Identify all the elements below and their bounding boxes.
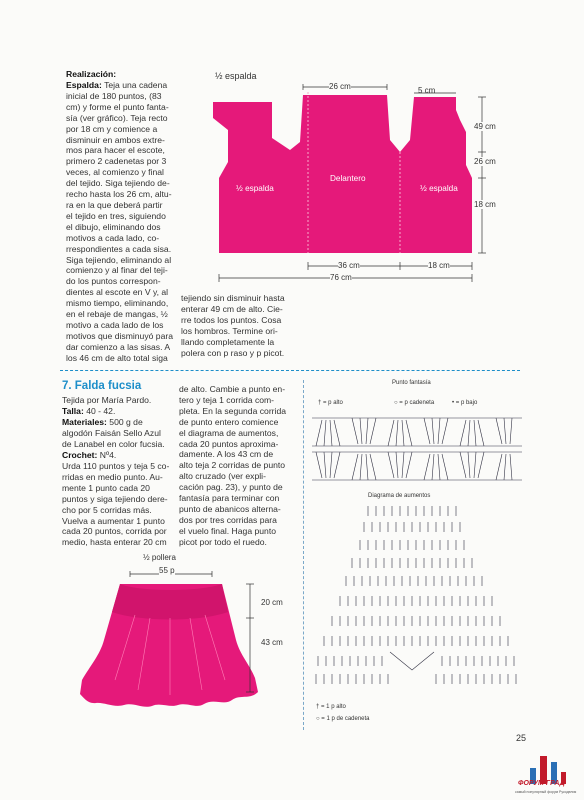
dim-top-right: 5 cm — [418, 86, 436, 95]
label-half-back-left: ½ espalda — [236, 184, 274, 193]
page-number: 25 — [516, 733, 527, 743]
dim-bottom-18: 18 cm — [428, 261, 450, 270]
espalda-lead: Espalda: — [66, 80, 102, 90]
dim-bottom-36: 36 cm — [338, 261, 360, 270]
chain-icon: ○ — [316, 716, 320, 722]
dim-top-center: 26 cm — [329, 82, 351, 91]
watermark-text: ФОРУМ ГРАД — [518, 780, 565, 787]
talla-label: Talla: — [62, 406, 84, 416]
chart1-title: Punto fantasía — [392, 380, 431, 386]
chart1-legend-pcadeneta: ○ = p cadeneta — [394, 400, 435, 406]
crochet-value: Nº4. — [97, 450, 117, 460]
label-half-back-right: ½ espalda — [420, 184, 458, 193]
dim-right-26: 26 cm — [474, 157, 496, 166]
materiales-value: 500 g de algodón Faisán Sello Azul de Lanabel en color fucsia. — [62, 417, 165, 449]
chart2-title: Diagrama de aumentos — [368, 493, 431, 499]
dim-right-18: 18 cm — [474, 200, 496, 209]
chart1-legend-pbajo: • = p bajo — [452, 400, 478, 406]
forum-logo-icon — [522, 748, 580, 796]
chain-icon: ○ — [394, 400, 398, 406]
materiales-label: Materiales: — [62, 417, 107, 427]
skirt-dim-20: 20 cm — [261, 598, 283, 607]
watermark-subtext: самый популярный форум Рукоделия — [515, 790, 577, 794]
diagram1-title: ½ espalda — [215, 71, 257, 81]
realizacion-title: Realización: — [66, 69, 117, 79]
stitch-tall-icon: † — [316, 704, 320, 710]
falda-instructions-cont: de alto. Cambie a punto en- tero y teja 1 corrida com- pleta. En la segunda corrida de punto entero comience el diagrama de aumentos, cada 20 puntos aproxima- damente. A los 43 cm de alto teja 2 corridas de punto alto cruzado (ver expli- cación pag. 23), y punto de fantasía para terminar con punto de abanicos alterna- dos por tres corridas para el vuelo final. Haga punto picot por todo el ruedo. — [179, 384, 287, 547]
espalda-instructions-cont: tejiendo sin disminuir hasta enterar 49 cm de alto. Cie- rre todos los puntos. Cosa los hombros. Termine ori- llando completamente la polera con p raso y p picot. — [181, 293, 285, 358]
author-credit: Tejida por María Pardo. — [62, 395, 152, 405]
chart2-legend-palto: † = 1 p alto — [316, 704, 346, 710]
talla-value: 40 - 42. — [83, 406, 116, 416]
crochet-label: Crochet: — [62, 450, 98, 460]
skirt-dim-top: 55 p — [159, 566, 175, 575]
stitch-tall-icon: † — [318, 400, 322, 406]
chart1-legend-palto: † = p alto — [318, 400, 343, 406]
chart2-increase-diagram — [312, 502, 524, 698]
label-delantero: Delantero — [330, 174, 366, 183]
espalda-body: Teja una cadena inicial de 180 puntos, (83 cm) y forme el punto fanta- sía (ver gráfico). Teja recto por 18 cm y comience a disminuir en ambos extre- mos para hacer el escote, primero 2 cadenetas por 3 veces, al comienzo y final del tejido. Siga tejiendo de- recho hasta los 26 cm, altu- ra en la que deberá partir el tejido en tres, siguiendo el dibujo, eliminando dos motivos a cada lado, co- rrespondientes a cada sisa. Siga tejiendo, eliminando al comienzo y al finar del teji- do los puntos correspon- dientes al escote en V y, al mismo tiempo, eliminando, en el rebaje de mangas, ½ motivo a cada lado de los motivos que disminuyó para dar comienzo a las sisas. A los 46 cm de alto total siga — [66, 80, 173, 363]
chart1-stitch-pattern — [312, 412, 524, 488]
single-stitch-icon: • — [452, 400, 455, 406]
chart2-legend-pcadeneta: ○ = 1 p de cadeneta — [316, 716, 370, 722]
diagram2-title: ½ pollera — [143, 553, 176, 562]
dim-right-49: 49 cm — [474, 122, 496, 131]
section2-heading: 7. Falda fucsia — [62, 380, 142, 392]
skirt-dim-43: 43 cm — [261, 638, 283, 647]
dim-bottom-76: 76 cm — [330, 273, 352, 282]
falda-instructions: Urda 110 puntos y teja 5 co- rridas en medio punto. Au- mente 1 punto cada 20 puntos y siga tejiendo dere- cho por 5 corridas más. Vuelva a aumentar 1 punto cada 20 puntos, corrida por medio, hasta enterar 20 cm — [62, 461, 170, 548]
